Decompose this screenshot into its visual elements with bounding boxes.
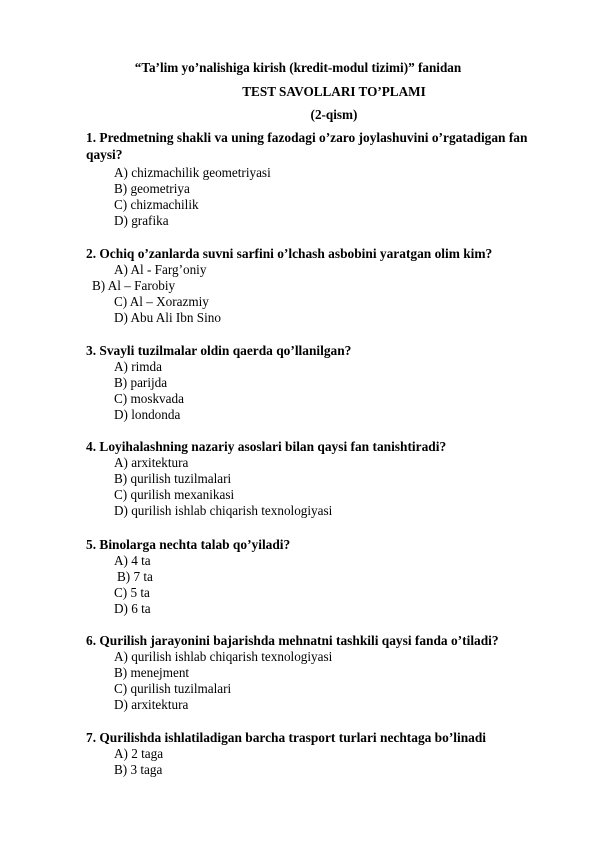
question-5-option-d: D) 6 ta xyxy=(114,601,151,616)
question-1: 1. Predmetning shakli va uning fazodagi o’zaro joylashuvini o’rgatadigan fan qaysi? xyxy=(86,130,528,162)
question-1-option-a: A) chizmachilik geometriyasi xyxy=(114,165,271,180)
question-3-option-d: D) londonda xyxy=(114,407,181,422)
question-1-option-b: B) geometriya xyxy=(114,181,190,196)
question-3: 3. Svayli tuzilmalar oldin qaerda qo’llanilgan? xyxy=(86,343,352,358)
question-5-option-c: C) 5 ta xyxy=(114,585,150,600)
question-4-option-b: B) qurilish tuzilmalari xyxy=(114,471,232,486)
document-title: TEST SAVOLLARI TO’PLAMI xyxy=(242,84,426,99)
question-4-option-c: C) qurilish mexanikasi xyxy=(114,487,235,502)
question-7-option-b: B) 3 taga xyxy=(114,762,163,777)
question-1-option-c: C) chizmachilik xyxy=(114,197,199,212)
question-3-option-c: C) moskvada xyxy=(114,391,184,406)
question-1-option-d: D) grafika xyxy=(114,213,169,228)
question-7: 7. Qurilishda ishlatiladigan barcha trasport turlari nechtaga bo’linadi xyxy=(86,730,487,745)
question-4: 4. Loyihalashning nazariy asoslari bilan qaysi fan tanishtiradi? xyxy=(86,439,447,454)
question-6-option-c: C) qurilish tuzilmalari xyxy=(114,681,232,696)
question-4-option-d: D) qurilish ishlab chiqarish texnologiyasi xyxy=(114,503,333,518)
question-2-option-b: B) Al – Farobiy xyxy=(92,278,176,293)
question-5-option-a: A) 4 ta xyxy=(114,553,151,568)
question-2-option-d: D) Abu Ali Ibn Sino xyxy=(114,310,221,325)
question-2-option-c: C) Al – Xorazmiy xyxy=(114,294,209,309)
subject-title: “Ta’lim yo’nalishiga kirish (kredit-modul tizimi)” fanidan xyxy=(134,60,462,75)
question-6-option-a: A) qurilish ishlab chiqarish texnologiyasi xyxy=(114,649,333,664)
question-2: 2. Ochiq o’zanlarda suvni sarfini o’lchash asbobini yaratgan olim kim? xyxy=(86,246,493,261)
question-5-option-b: B) 7 ta xyxy=(117,569,153,584)
question-2-option-a: A) Al - Farg’oniy xyxy=(114,262,207,277)
question-6-option-d: D) arxitektura xyxy=(114,697,189,712)
question-4-option-a: A) arxitektura xyxy=(114,455,189,470)
question-7-option-a: A) 2 taga xyxy=(114,746,164,761)
part-label: (2-qism) xyxy=(310,107,358,122)
question-5: 5. Binolarga nechta talab qo’yiladi? xyxy=(86,537,291,552)
question-3-option-b: B) parijda xyxy=(114,375,168,390)
question-6-option-b: B) menejment xyxy=(114,665,190,680)
question-6: 6. Qurilish jarayonini bajarishda mehnatni tashkili qaysi fanda o’tiladi? xyxy=(86,633,499,648)
question-3-option-a: A) rimda xyxy=(114,359,162,374)
